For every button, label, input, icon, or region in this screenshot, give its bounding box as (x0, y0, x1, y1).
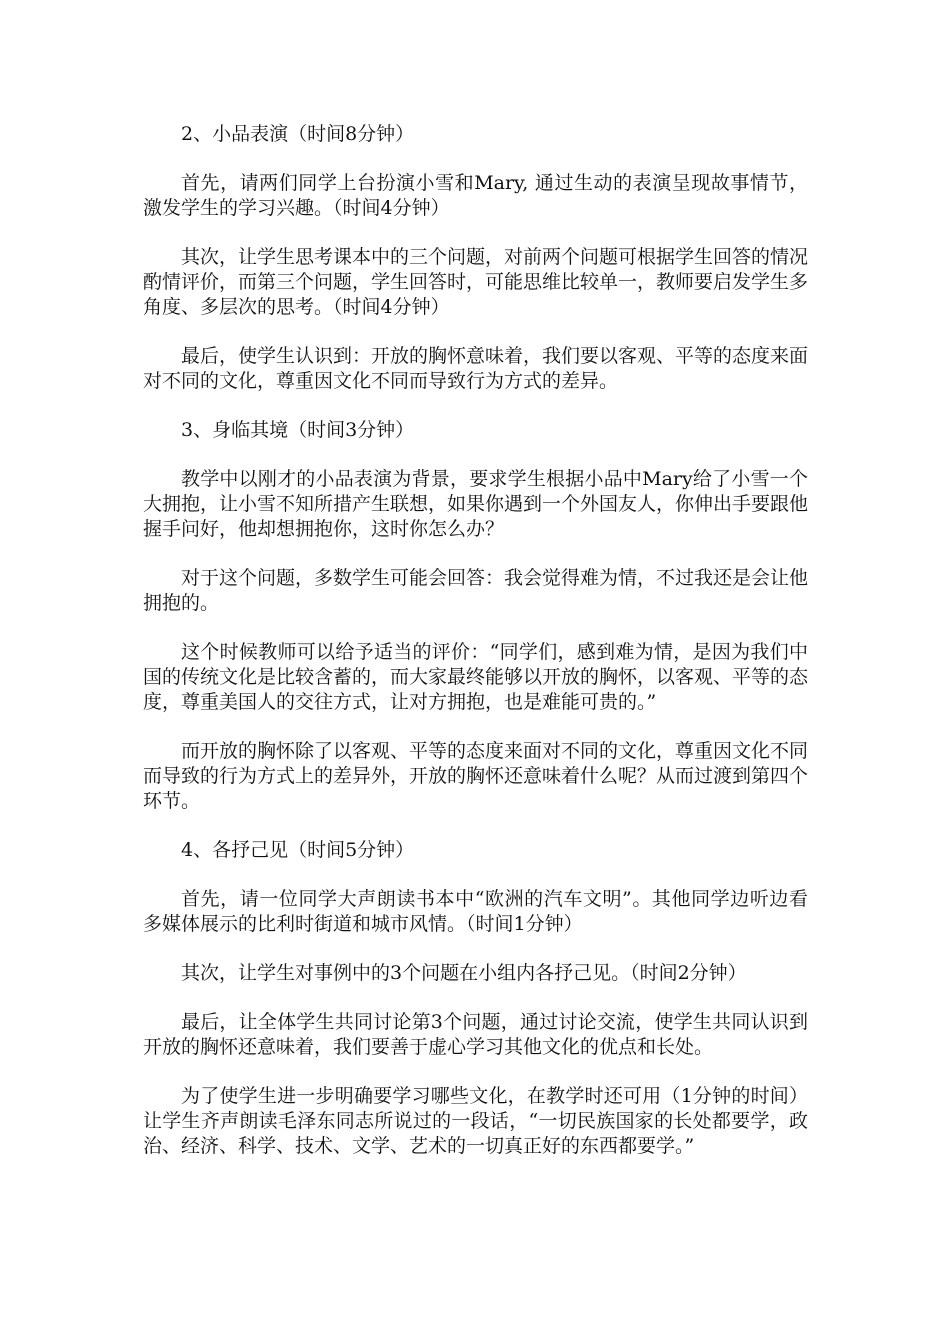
paragraph: 首先，请两们同学上台扮演小雪和Mary, 通过生动的表演呈现故事情节，激发学生的学习兴趣。（时间4分钟） (143, 172, 808, 219)
paragraph: 而开放的胸怀除了以客观、平等的态度来面对不同的文化，尊重因文化不同而导致的行为方式上的差异外，开放的胸怀还意味着什么呢？从而过渡到第四个环节。 (143, 740, 809, 812)
paragraph: 其次，让学生对事例中的3个问题在小组内各抒己见。（时间2分钟） (181, 962, 747, 984)
paragraph: 首先，请一位同学大声朗读书本中“欧洲的汽车文明”。其他同学边听边看多媒体展示的比利时街道和城市风情。（时间1分钟） (143, 888, 808, 935)
paragraph: 这个时候教师可以给予适当的评价：“同学们，感到难为情，是因为我们中国的传统文化是比较含蓄的，而大家最终能够以开放的胸怀，以客观、平等的态度，尊重美国人的交往方式，让对方拥抱，也是难能可贵的。” (143, 641, 809, 713)
section-heading-discussion: 4、各抒己见（时间5分钟） (181, 839, 415, 861)
paragraph: 最后，使学生认识到：开放的胸怀意味着，我们要以客观、平等的态度来面对不同的文化，尊重因文化不同而导致行为方式的差异。 (143, 345, 809, 392)
paragraph: 对于这个问题，多数学生可能会回答：我会觉得难为情，不过我还是会让他拥抱的。 (143, 567, 809, 614)
paragraph: 最后，让全体学生共同讨论第3个问题，通过讨论交流，使学生共同认识到开放的胸怀还意味着，我们要善于虚心学习其他文化的优点和长处。 (143, 1011, 808, 1058)
section-heading-skit: 2、小品表演（时间8分钟） (181, 123, 415, 145)
paragraph: 其次，让学生思考课本中的三个问题，对前两个问题可根据学生回答的情况酌情评价，而第三个问题，学生回答时，可能思维比较单一，教师要启发学生多角度、多层次的思考。（时间4分钟） (143, 246, 809, 318)
paragraph: 教学中以刚才的小品表演为背景，要求学生根据小品中Mary给了小雪一个大拥抱，让小雪不知所措产生联想，如果你遇到一个外国友人，你伸出手要跟他握手问好，他却想拥抱你，这时你怎么办？ (143, 468, 809, 540)
document-body (143, 122, 808, 1183)
section-heading-immersion: 3、身临其境（时间3分钟） (181, 419, 415, 441)
paragraph: 为了使学生进一步明确要学习哪些文化，在教学时还可用（1分钟的时间）让学生齐声朗读毛泽东同志所说过的一段话，“一切民族国家的长处都要学，政治、经济、科学、技术、文学、艺术的一切真正好的东西都要学。” (143, 1085, 808, 1157)
